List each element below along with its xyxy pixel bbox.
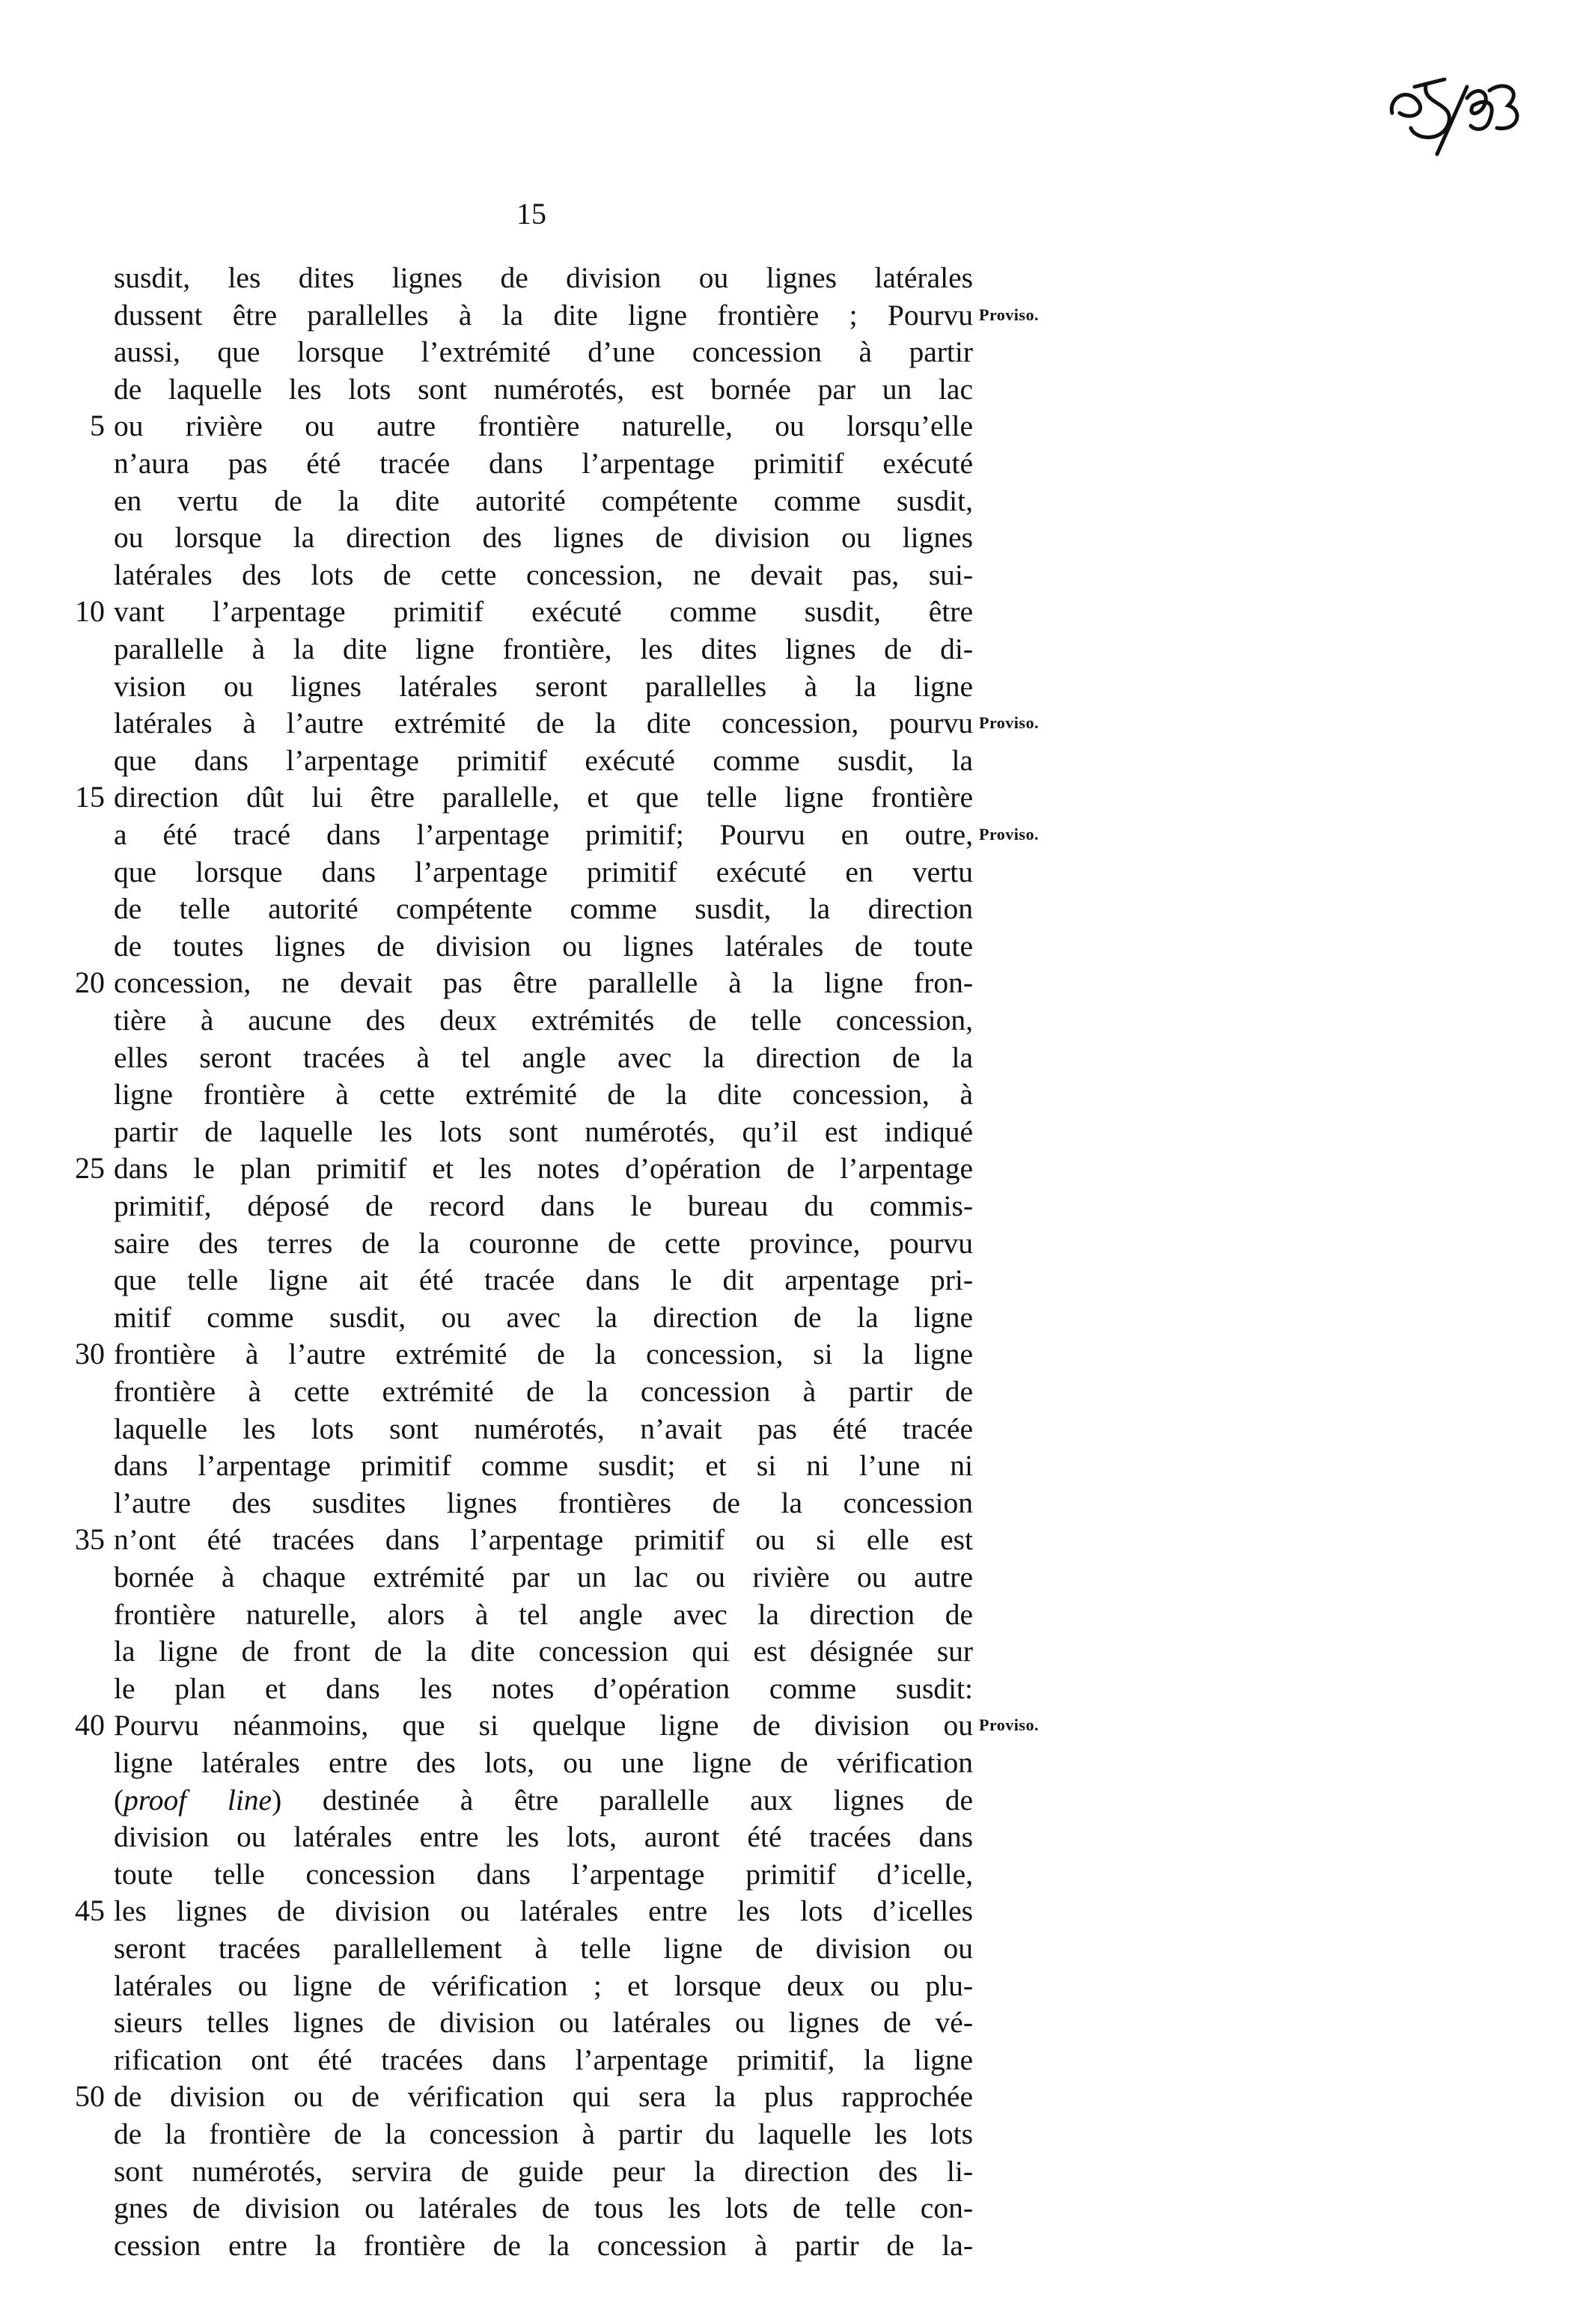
line-text: de telle autorité compétente comme susdit, la direction <box>114 892 973 926</box>
line-number: 50 <box>75 2079 105 2114</box>
line-text: frontière à l’autre extrémité de la concession, si la ligne <box>114 1338 973 1371</box>
text-line <box>0 1298 1574 1337</box>
line-text: direction dût lui être parallelle, et que telle ligne frontière <box>114 781 973 814</box>
line-text: cession entre la frontière de la concession à partir de la- <box>114 2228 973 2262</box>
line-text: que lorsque dans l’arpentage primitif exécuté en vertu <box>114 855 973 888</box>
line-text: a été tracé dans l’arpentage primitif; Pourvu en outre, <box>114 818 973 851</box>
text-line <box>0 592 1574 631</box>
line-text: latérales ou ligne de vérification ; et lorsque deux ou plu- <box>114 1968 973 2002</box>
text-line <box>0 963 1574 1002</box>
line-text: elles seront tracées à tel angle avec la direction de la <box>114 1040 973 1074</box>
line-text: n’aura pas été tracée dans l’arpentage primitif exécuté <box>114 447 973 480</box>
text-line <box>0 1112 1574 1151</box>
text-line <box>0 370 1574 409</box>
text-line <box>0 481 1574 520</box>
text-line <box>0 1186 1574 1225</box>
line-text: frontière naturelle, alors à tel angle avec la direction de <box>114 1597 973 1631</box>
line-text: parallelle à la dite ligne frontière, les dites lignes de di- <box>114 632 973 665</box>
line-text: mitif comme susdit, ou avec la direction de la ligne <box>114 1300 973 1334</box>
line-text: dans l’arpentage primitif comme susdit; et si ni l’une ni <box>114 1449 973 1483</box>
line-number: 20 <box>75 966 105 1000</box>
line-text: partir de laquelle les lots sont numérotés, qu’il est indiqué <box>114 1114 973 1148</box>
line-text: sieurs telles lignes de division ou latérales ou lignes de vé- <box>114 2006 973 2040</box>
text-line <box>0 1075 1574 1114</box>
line-number: 25 <box>75 1151 105 1186</box>
text-line <box>0 1001 1574 1040</box>
line-text: le plan et dans les notes d’opération comme susdit: <box>114 1671 973 1705</box>
text-line <box>0 1781 1574 1820</box>
line-text: les lignes de division ou latérales entre les lots d’icelles <box>114 1894 973 1928</box>
text-line <box>0 1706 1574 1745</box>
text-line <box>0 258 1574 297</box>
text-line <box>0 1149 1574 1188</box>
line-text: bornée à chaque extrémité par un lac ou rivière ou autre <box>114 1561 973 1593</box>
text-line <box>0 815 1574 854</box>
text-line <box>0 2040 1574 2079</box>
line-text: gnes de division ou latérales de tous les lots de telle con- <box>114 2192 973 2225</box>
line-text: laquelle les lots sont numérotés, n’avait pas été tracée <box>114 1412 973 1445</box>
text-line <box>0 1409 1574 1448</box>
margin-note-proviso: Proviso. <box>979 713 1039 733</box>
text-line <box>0 1335 1574 1373</box>
line-text: en vertu de la dite autorité compétente comme susdit, <box>114 484 973 517</box>
line-text: dussent être parallelles à la dite ligne frontière ; Pourvu <box>114 298 973 332</box>
text-line <box>0 1224 1574 1263</box>
text-line <box>0 406 1574 445</box>
line-text: de la frontière de la concession à partir du laquelle les lots <box>114 2117 973 2150</box>
text-line <box>0 778 1574 817</box>
text-line <box>0 1632 1574 1671</box>
line-text: division ou latérales entre les lots, auront été tracées dans <box>114 1820 973 1854</box>
text-line <box>0 555 1574 594</box>
line-text: la ligne de front de la dite concession qui est désignée sur <box>114 1635 973 1668</box>
line-text: ligne latérales entre des lots, ou une ligne de vérification <box>114 1746 973 1779</box>
line-text: de toutes lignes de division ou lignes latérales de toute <box>114 929 973 963</box>
line-text: susdit, les dites lignes de division ou lignes latérales <box>114 261 973 294</box>
text-line <box>0 741 1574 780</box>
line-number: 45 <box>75 1894 105 1928</box>
text-line <box>0 1743 1574 1782</box>
line-text: que dans l’arpentage primitif exécuté comme susdit, la <box>114 743 973 777</box>
text-line <box>0 1855 1574 1894</box>
line-text: dans le plan primitif et les notes d’opération de l’arpentage <box>114 1152 973 1186</box>
line-text: aussi, que lorsque l’extrémité d’une concession à partir <box>114 335 973 369</box>
line-number: 5 <box>90 409 105 443</box>
line-text: frontière à cette extrémité de la concession à partir de <box>114 1375 973 1408</box>
text-line <box>0 2114 1574 2153</box>
text-line <box>0 1260 1574 1299</box>
text-line <box>0 1669 1574 1708</box>
text-line <box>0 444 1574 483</box>
text-line <box>0 332 1574 371</box>
text-line <box>0 927 1574 966</box>
line-text: ligne frontière à cette extrémité de la dite concession, à <box>114 1078 973 1111</box>
text-line <box>0 2003 1574 2042</box>
line-text: primitif, déposé de record dans le bureau du commis- <box>114 1189 973 1222</box>
line-text: seront tracées parallellement à telle ligne de division ou <box>114 1932 973 1965</box>
text-line <box>0 1520 1574 1559</box>
margin-note-proviso: Proviso. <box>979 1715 1039 1735</box>
handwritten-folio-number <box>1385 72 1527 162</box>
line-text: de division ou de vérification qui sera la plus rapprochée <box>114 2080 973 2114</box>
text-line <box>0 1446 1574 1485</box>
text-line <box>0 2226 1574 2265</box>
text-line <box>0 853 1574 891</box>
text-line <box>0 1372 1574 1411</box>
text-line <box>0 1038 1574 1077</box>
line-text: latérales des lots de cette concession, ne devait pas, sui- <box>114 558 973 591</box>
line-text: de laquelle les lots sont numérotés, est bornée par un lac <box>114 372 973 406</box>
line-text: latérales à l’autre extrémité de la dite concession, pourvu <box>114 707 973 740</box>
text-line <box>0 1817 1574 1856</box>
text-line <box>0 518 1574 557</box>
line-text: ou rivière ou autre frontière naturelle, ou lorsqu’elle <box>114 409 973 443</box>
line-number: 10 <box>75 594 105 629</box>
line-number: 15 <box>75 780 105 814</box>
page-number: 15 <box>516 197 546 231</box>
line-text: rification ont été tracées dans l’arpentage primitif, la ligne <box>114 2043 973 2076</box>
text-line <box>0 629 1574 668</box>
line-text: vant l’arpentage primitif exécuté comme susdit, être <box>114 595 973 629</box>
margin-note-proviso: Proviso. <box>979 305 1039 324</box>
text-line <box>0 1558 1574 1596</box>
text-line <box>0 296 1574 335</box>
margin-note-proviso: Proviso. <box>979 825 1039 844</box>
line-text: tière à aucune des deux extrémités de telle concession, <box>114 1004 973 1037</box>
line-text: que telle ligne ait été tracée dans le dit arpentage pri- <box>114 1263 973 1297</box>
text-line <box>0 1929 1574 1968</box>
text-line <box>0 2189 1574 2227</box>
text-line <box>0 1891 1574 1930</box>
line-text: (proof line) destinée à être parallelle aux lignes de <box>114 1783 973 1817</box>
text-line <box>0 2077 1574 2116</box>
text-line <box>0 889 1574 928</box>
text-line <box>0 1483 1574 1522</box>
line-number: 40 <box>75 1708 105 1742</box>
line-number: 35 <box>75 1522 105 1557</box>
line-text: toute telle concession dans l’arpentage primitif d’icelle, <box>114 1857 973 1891</box>
line-text: ou lorsque la direction des lignes de division ou lignes <box>114 521 973 555</box>
line-text: concession, ne devait pas être parallelle à la ligne fron- <box>114 966 973 1000</box>
text-line <box>0 2152 1574 2191</box>
text-line <box>0 1966 1574 2005</box>
line-text: l’autre des susdites lignes frontières de la concession <box>114 1486 973 1519</box>
text-line <box>0 1595 1574 1634</box>
text-line <box>0 704 1574 742</box>
line-text: Pourvu néanmoins, que si quelque ligne de division ou <box>114 1709 973 1742</box>
line-text: vision ou lignes latérales seront parallelles à la ligne <box>114 669 973 703</box>
line-text: n’ont été tracées dans l’arpentage primitif ou si elle est <box>114 1523 973 1557</box>
line-text: sont numérotés, servira de guide peur la direction des li- <box>114 2154 973 2188</box>
line-text: saire des terres de la couronne de cette province, pourvu <box>114 1226 973 1260</box>
text-line <box>0 667 1574 706</box>
line-number: 30 <box>75 1337 105 1371</box>
